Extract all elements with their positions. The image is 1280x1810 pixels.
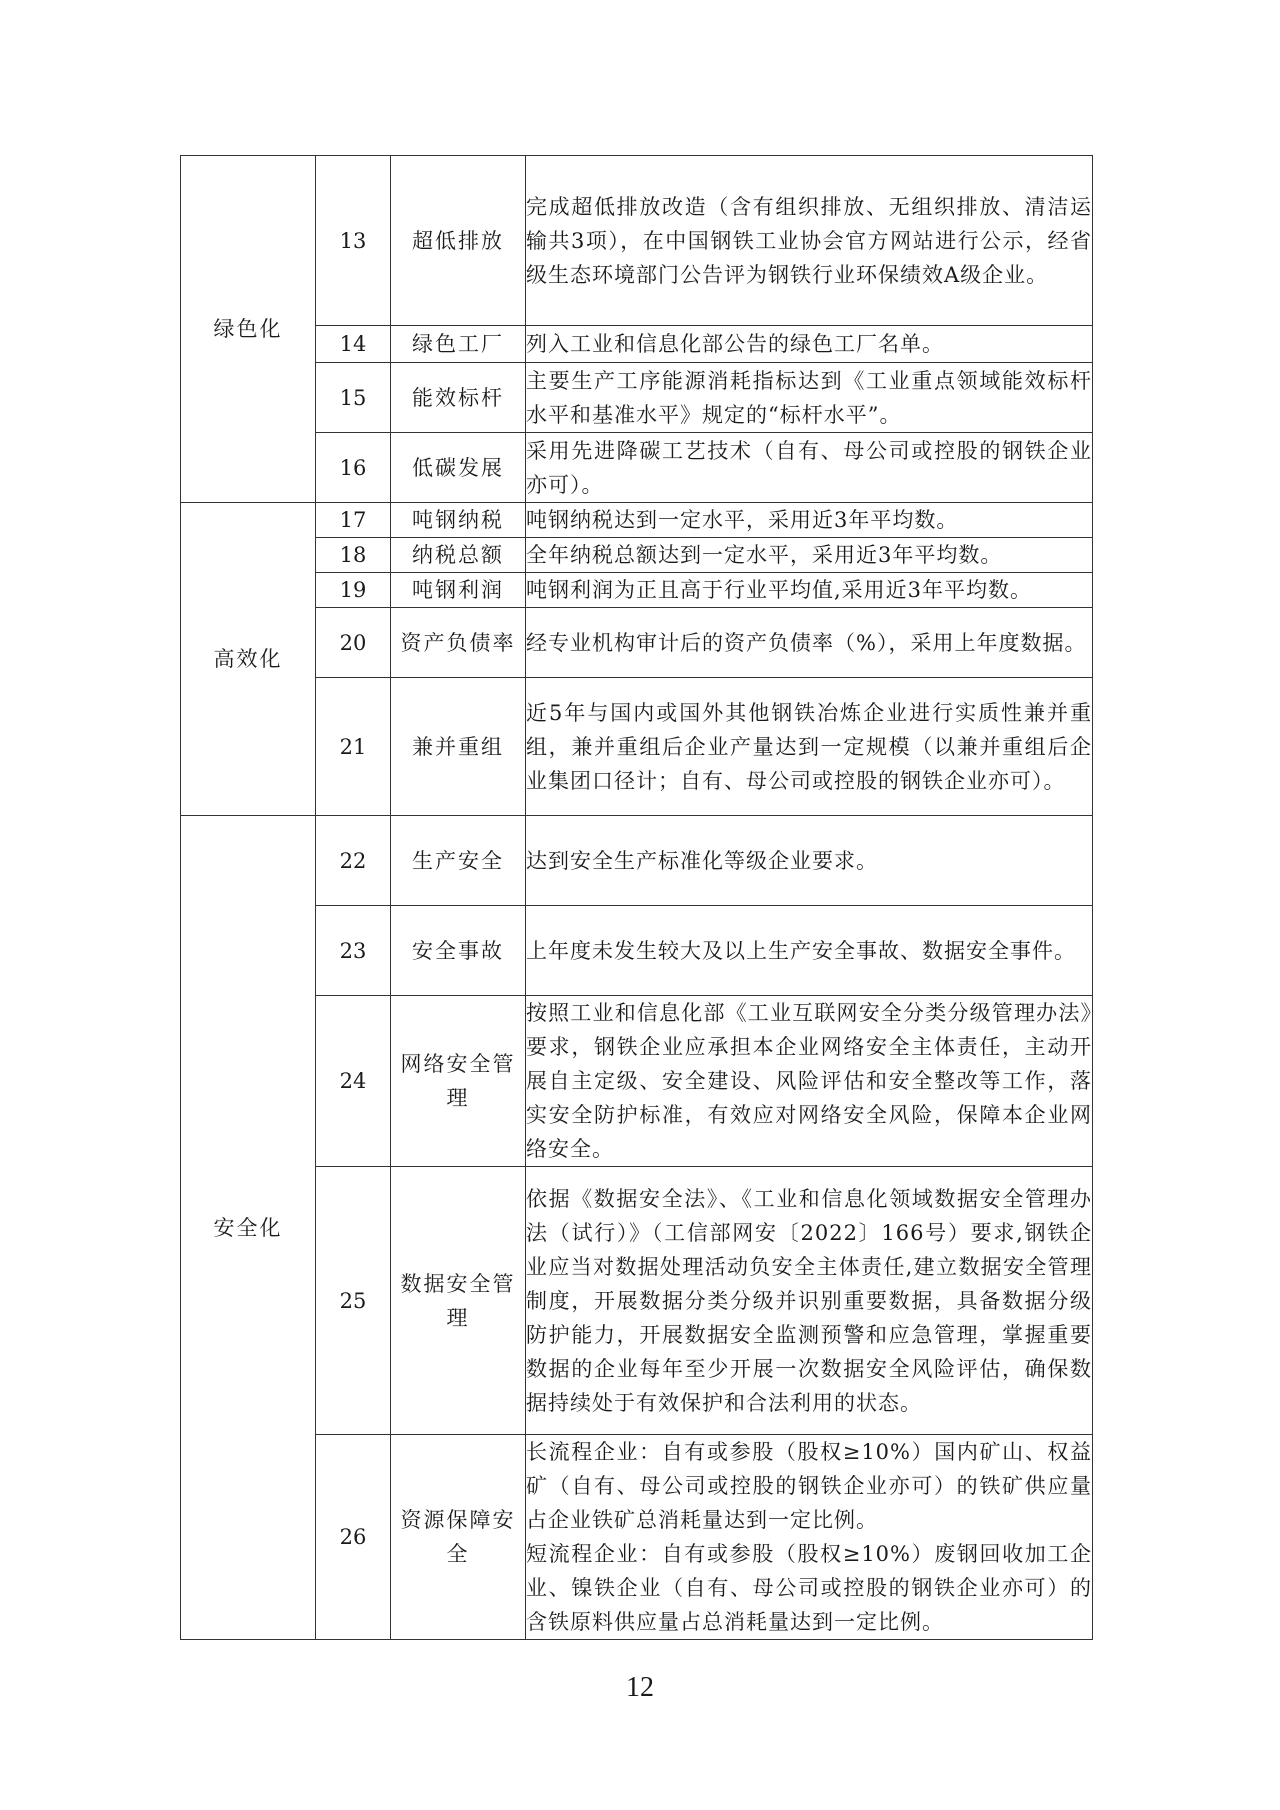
row-item: 兼并重组 xyxy=(391,678,526,816)
row-item: 低碳发展 xyxy=(391,433,526,503)
category-cell: 安全化 xyxy=(181,816,316,1640)
row-description: 全年纳税总额达到一定水平，采用近3年平均数。 xyxy=(526,538,1093,573)
row-description: 按照工业和信息化部《工业互联网安全分类分级管理办法》要求，钢铁企业应承担本企业网络安全主体责任，主动开展自主定级、安全建设、风险评估和安全整改等工作，落实安全防护标准，有效应对网络安全风险，保障本企业网络安全。 xyxy=(526,996,1093,1167)
row-number: 18 xyxy=(316,538,391,573)
row-item: 绿色工厂 xyxy=(391,326,526,363)
table-row xyxy=(181,326,1093,363)
row-number: 23 xyxy=(316,906,391,996)
row-item: 资源保障安全 xyxy=(391,1435,526,1640)
row-number: 25 xyxy=(316,1167,391,1435)
row-number: 17 xyxy=(316,503,391,538)
table-row xyxy=(181,433,1093,503)
row-description: 列入工业和信息化部公告的绿色工厂名单。 xyxy=(526,326,1093,363)
row-number: 19 xyxy=(316,573,391,608)
row-item: 网络安全管理 xyxy=(391,996,526,1167)
row-item: 数据安全管理 xyxy=(391,1167,526,1435)
category-cell: 高效化 xyxy=(181,503,316,816)
row-description xyxy=(526,1435,1093,1640)
row-item: 纳税总额 xyxy=(391,538,526,573)
row-number: 26 xyxy=(316,1435,391,1640)
row-item: 安全事故 xyxy=(391,906,526,996)
row-number: 15 xyxy=(316,363,391,433)
table-row xyxy=(181,678,1093,816)
row-description: 完成超低排放改造（含有组织排放、无组织排放、清洁运输共3项），在中国钢铁工业协会官方网站进行公示，经省级生态环境部门公告评为钢铁行业环保绩效A级企业。 xyxy=(526,156,1093,326)
row-number: 20 xyxy=(316,608,391,678)
table-row xyxy=(181,1167,1093,1435)
row-item: 生产安全 xyxy=(391,816,526,906)
row-description-part: 短流程企业：自有或参股（股权≥10%）废钢回收加工企业、镍铁企业（自有、母公司或控股的钢铁企业亦可）的含铁原料供应量占总消耗量达到一定比例。 xyxy=(526,1542,1092,1634)
indicator-table xyxy=(180,155,1093,1640)
table-row xyxy=(181,573,1093,608)
row-description: 吨钢纳税达到一定水平，采用近3年平均数。 xyxy=(526,503,1093,538)
row-item: 吨钢利润 xyxy=(391,573,526,608)
row-description: 上年度未发生较大及以上生产安全事故、数据安全事件。 xyxy=(526,906,1093,996)
table-row xyxy=(181,608,1093,678)
table-row xyxy=(181,816,1093,906)
category-cell: 绿色化 xyxy=(181,156,316,503)
table-row xyxy=(181,503,1093,538)
table-row xyxy=(181,363,1093,433)
row-description: 近5年与国内或国外其他钢铁冶炼企业进行实质性兼并重组，兼并重组后企业产量达到一定规模（以兼并重组后企业集团口径计；自有、母公司或控股的钢铁企业亦可）。 xyxy=(526,678,1093,816)
indicator-table-container xyxy=(180,155,1092,1640)
row-number: 21 xyxy=(316,678,391,816)
row-description-part: 长流程企业：自有或参股（股权≥10%）国内矿山、权益矿（自有、母公司或控股的钢铁企业亦可）的铁矿供应量占企业铁矿总消耗量达到一定比例。 xyxy=(526,1440,1092,1532)
row-description: 达到安全生产标准化等级企业要求。 xyxy=(526,816,1093,906)
row-item: 吨钢纳税 xyxy=(391,503,526,538)
table-row xyxy=(181,156,1093,326)
row-item: 能效标杆 xyxy=(391,363,526,433)
row-number: 24 xyxy=(316,996,391,1167)
page-number: 12 xyxy=(626,1672,654,1703)
row-number: 14 xyxy=(316,326,391,363)
row-description: 依据《数据安全法》、《工业和信息化领域数据安全管理办法（试行）》（工信部网安〔2022〕166号）要求,钢铁企业应当对数据处理活动负安全主体责任,建立数据安全管理制度，开展数据分类分级并识别重要数据，具备数据分级防护能力，开展数据安全监测预警和应急管理，掌握重要数据的企业每年至少开展一次数据安全风险评估，确保数据持续处于有效保护和合法利用的状态。 xyxy=(526,1167,1093,1435)
row-description: 吨钢利润为正且高于行业平均值,采用近3年平均数。 xyxy=(526,573,1093,608)
row-number: 16 xyxy=(316,433,391,503)
table-row xyxy=(181,538,1093,573)
row-item: 超低排放 xyxy=(391,156,526,326)
table-row xyxy=(181,996,1093,1167)
row-description: 主要生产工序能源消耗指标达到《工业重点领域能效标杆水平和基准水平》规定的“标杆水平”。 xyxy=(526,363,1093,433)
row-item: 资产负债率 xyxy=(391,608,526,678)
table-row xyxy=(181,906,1093,996)
row-number: 13 xyxy=(316,156,391,326)
row-description: 采用先进降碳工艺技术（自有、母公司或控股的钢铁企业亦可）。 xyxy=(526,433,1093,503)
row-number: 22 xyxy=(316,816,391,906)
row-description: 经专业机构审计后的资产负债率（%），采用上年度数据。 xyxy=(526,608,1093,678)
table-row xyxy=(181,1435,1093,1640)
